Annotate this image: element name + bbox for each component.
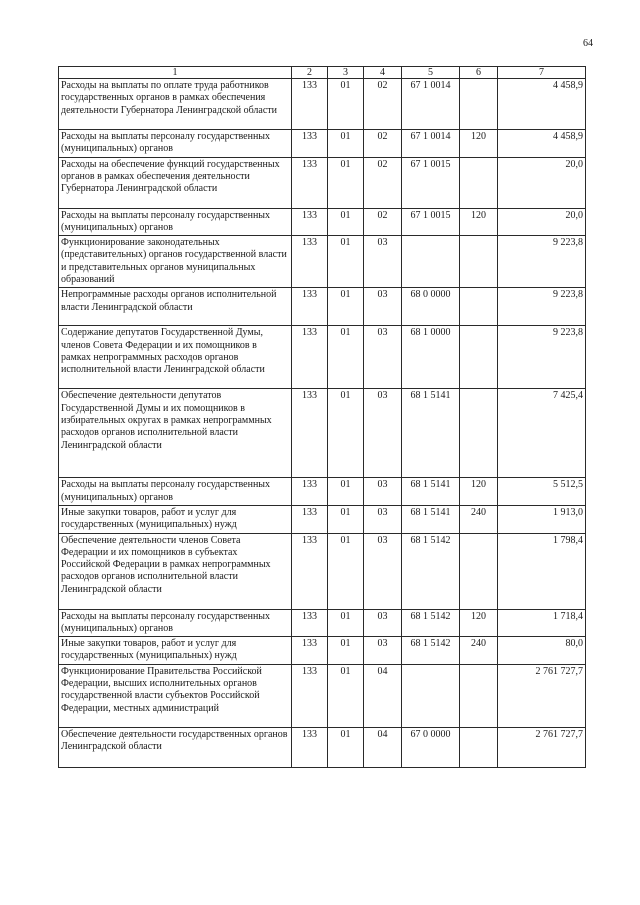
row-name: Обеспечение деятельности членов Совета Федерации и их помощников в субъектах Российской Федерации в рамках непрограммных расходов органов исполнительной власти Ленинградской области	[59, 533, 292, 609]
row-expense-type-code: 120	[460, 478, 498, 506]
row-ved-code: 133	[292, 727, 328, 767]
row-name: Функционирование Правительства Российской Федерации, высших исполнительных органов государственной власти субъектов Российской Федерации, местных администраций	[59, 664, 292, 727]
header-col-3: 3	[328, 67, 364, 79]
row-ved-code: 133	[292, 236, 328, 288]
table-row	[59, 236, 586, 288]
row-section-code: 01	[328, 609, 364, 637]
row-target-code: 67 1 0015	[402, 157, 460, 208]
row-ved-code: 133	[292, 288, 328, 326]
row-target-code: 68 0 0000	[402, 288, 460, 326]
row-subsection-code: 03	[364, 326, 402, 389]
row-subsection-code: 03	[364, 533, 402, 609]
row-expense-type-code	[460, 236, 498, 288]
row-target-code	[402, 664, 460, 727]
table-row	[59, 609, 586, 637]
row-section-code: 01	[328, 389, 364, 478]
row-ved-code: 133	[292, 478, 328, 506]
row-ved-code: 133	[292, 157, 328, 208]
row-name: Расходы на выплаты персоналу государственных (муниципальных) органов	[59, 478, 292, 506]
row-expense-type-code	[460, 727, 498, 767]
row-ved-code: 133	[292, 389, 328, 478]
row-subsection-code: 03	[364, 236, 402, 288]
row-subsection-code: 03	[364, 288, 402, 326]
table-row	[59, 637, 586, 665]
row-ved-code: 133	[292, 326, 328, 389]
row-target-code: 68 1 5141	[402, 389, 460, 478]
table-row	[59, 478, 586, 506]
row-target-code: 67 1 0015	[402, 208, 460, 236]
row-ved-code: 133	[292, 533, 328, 609]
row-subsection-code: 03	[364, 478, 402, 506]
row-subsection-code: 02	[364, 79, 402, 130]
row-section-code: 01	[328, 505, 364, 533]
row-name: Расходы на выплаты персоналу государственных (муниципальных) органов	[59, 208, 292, 236]
row-expense-type-code	[460, 664, 498, 727]
row-ved-code: 133	[292, 208, 328, 236]
row-ved-code: 133	[292, 637, 328, 665]
row-section-code: 01	[328, 637, 364, 665]
row-name: Расходы на обеспечение функций государственных органов в рамках обеспечения деятельности Губернатора Ленинградской области	[59, 157, 292, 208]
row-amount: 9 223,8	[498, 326, 586, 389]
page-number: 64	[583, 38, 593, 49]
row-name: Иные закупки товаров, работ и услуг для государственных (муниципальных) нужд	[59, 505, 292, 533]
row-section-code: 01	[328, 157, 364, 208]
row-amount: 20,0	[498, 157, 586, 208]
row-target-code: 67 1 0014	[402, 79, 460, 130]
row-expense-type-code: 120	[460, 130, 498, 158]
row-section-code: 01	[328, 208, 364, 236]
row-target-code: 68 1 5142	[402, 637, 460, 665]
row-subsection-code: 02	[364, 208, 402, 236]
row-amount: 2 761 727,7	[498, 664, 586, 727]
table-row	[59, 208, 586, 236]
row-amount: 9 223,8	[498, 288, 586, 326]
row-section-code: 01	[328, 478, 364, 506]
row-amount: 2 761 727,7	[498, 727, 586, 767]
row-ved-code: 133	[292, 79, 328, 130]
row-amount: 80,0	[498, 637, 586, 665]
row-expense-type-code: 240	[460, 637, 498, 665]
row-amount: 9 223,8	[498, 236, 586, 288]
table-row	[59, 288, 586, 326]
row-target-code: 67 1 0014	[402, 130, 460, 158]
row-ved-code: 133	[292, 609, 328, 637]
row-section-code: 01	[328, 727, 364, 767]
row-target-code	[402, 236, 460, 288]
row-name: Расходы на выплаты персоналу государственных (муниципальных) органов	[59, 130, 292, 158]
table-row	[59, 664, 586, 727]
table-row	[59, 505, 586, 533]
budget-table	[58, 66, 586, 768]
row-subsection-code: 02	[364, 157, 402, 208]
table-row	[59, 79, 586, 130]
row-section-code: 01	[328, 236, 364, 288]
row-target-code: 68 1 5142	[402, 533, 460, 609]
table-row	[59, 326, 586, 389]
row-amount: 1 913,0	[498, 505, 586, 533]
row-expense-type-code	[460, 389, 498, 478]
row-name: Расходы на выплаты персоналу государственных (муниципальных) органов	[59, 609, 292, 637]
row-subsection-code: 03	[364, 505, 402, 533]
row-section-code: 01	[328, 130, 364, 158]
row-amount: 4 458,9	[498, 79, 586, 130]
row-subsection-code: 03	[364, 637, 402, 665]
row-ved-code: 133	[292, 130, 328, 158]
row-name: Обеспечение деятельности государственных органов Ленинградской области	[59, 727, 292, 767]
row-target-code: 67 0 0000	[402, 727, 460, 767]
row-subsection-code: 02	[364, 130, 402, 158]
header-col-7: 7	[498, 67, 586, 79]
header-col-1: 1	[59, 67, 292, 79]
row-amount: 7 425,4	[498, 389, 586, 478]
row-expense-type-code: 120	[460, 609, 498, 637]
row-name: Функционирование законодательных (представительных) органов государственной власти и представительных органов муниципальных образований	[59, 236, 292, 288]
row-expense-type-code	[460, 288, 498, 326]
row-amount: 20,0	[498, 208, 586, 236]
row-subsection-code: 04	[364, 664, 402, 727]
row-amount: 1 798,4	[498, 533, 586, 609]
row-target-code: 68 1 5141	[402, 505, 460, 533]
row-section-code: 01	[328, 664, 364, 727]
row-subsection-code: 03	[364, 389, 402, 478]
table-row	[59, 157, 586, 208]
row-amount: 5 512,5	[498, 478, 586, 506]
row-target-code: 68 1 5141	[402, 478, 460, 506]
header-col-5: 5	[402, 67, 460, 79]
header-col-4: 4	[364, 67, 402, 79]
header-col-6: 6	[460, 67, 498, 79]
row-subsection-code: 04	[364, 727, 402, 767]
row-amount: 4 458,9	[498, 130, 586, 158]
row-section-code: 01	[328, 533, 364, 609]
row-amount: 1 718,4	[498, 609, 586, 637]
row-target-code: 68 1 5142	[402, 609, 460, 637]
header-col-2: 2	[292, 67, 328, 79]
row-target-code: 68 1 0000	[402, 326, 460, 389]
row-expense-type-code	[460, 533, 498, 609]
row-name: Непрограммные расходы органов исполнительной власти Ленинградской области	[59, 288, 292, 326]
row-expense-type-code	[460, 79, 498, 130]
row-subsection-code: 03	[364, 609, 402, 637]
row-ved-code: 133	[292, 505, 328, 533]
row-expense-type-code	[460, 157, 498, 208]
row-section-code: 01	[328, 326, 364, 389]
row-name: Расходы на выплаты по оплате труда работников государственных органов в рамках обеспечения деятельности Губернатора Ленинградской области	[59, 79, 292, 130]
table-row	[59, 130, 586, 158]
row-expense-type-code: 120	[460, 208, 498, 236]
row-section-code: 01	[328, 79, 364, 130]
row-name: Иные закупки товаров, работ и услуг для государственных (муниципальных) нужд	[59, 637, 292, 665]
header-row	[59, 67, 586, 79]
table-row	[59, 533, 586, 609]
table-row	[59, 389, 586, 478]
row-section-code: 01	[328, 288, 364, 326]
table-row	[59, 727, 586, 767]
row-expense-type-code: 240	[460, 505, 498, 533]
row-ved-code: 133	[292, 664, 328, 727]
row-name: Содержание депутатов Государственной Думы, членов Совета Федерации и их помощников в рамках непрограммных расходов органов исполнительной власти Ленинградской области	[59, 326, 292, 389]
row-expense-type-code	[460, 326, 498, 389]
row-name: Обеспечение деятельности депутатов Государственной Думы и их помощников в избирательных округах в рамках непрограммных расходов органов исполнительной власти Ленинградской области	[59, 389, 292, 478]
